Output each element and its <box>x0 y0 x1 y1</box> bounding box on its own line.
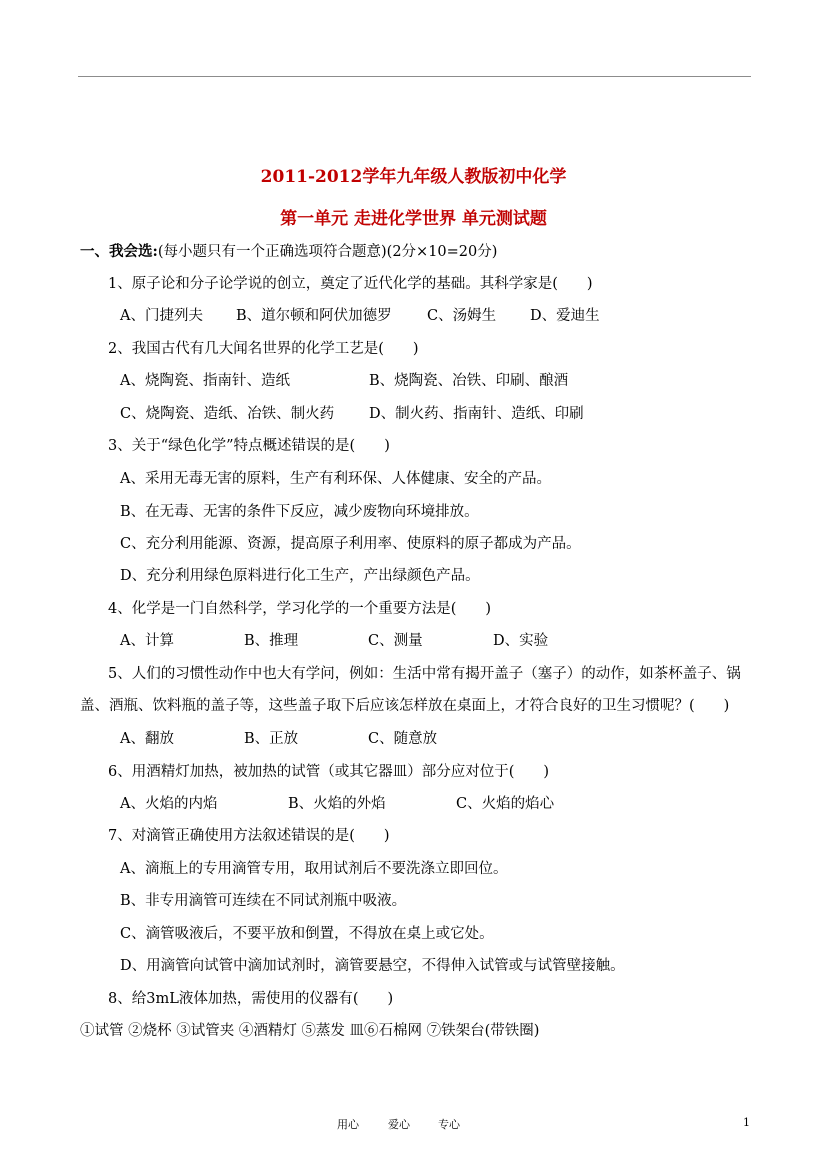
q1-option-a: A、门捷列夫 <box>120 308 203 324</box>
q3-option-c: C、充分利用能源、资源，提高原子利用率、使原料的原子都成为产品。 <box>120 536 581 552</box>
question-3-stem: 3、关于“绿色化学”特点概述错误的是( ) <box>108 438 390 454</box>
q6-option-a: A、火焰的内焰 <box>120 796 218 812</box>
q7-option-d: D、用滴管向试管中滴加试剂时，滴管要悬空，不得伸入试管或与试管壁接触。 <box>120 958 625 974</box>
document-subtitle: 第一单元 走进化学世界 单元测试题 <box>280 209 547 229</box>
header-rule <box>78 76 751 77</box>
q6-option-c: C、火焰的焰心 <box>456 796 555 812</box>
q4-option-d: D、实验 <box>493 633 549 649</box>
q4-option-b: B、推理 <box>244 633 299 649</box>
q4-option-a: A、计算 <box>120 633 174 649</box>
section-title: 一、我会选: <box>80 243 158 260</box>
page-number: 1 <box>743 1116 750 1129</box>
q7-option-a: A、滴瓶上的专用滴管专用，取用试剂后不要洗涤立即回位。 <box>120 861 508 877</box>
q7-option-c: C、滴管吸液后，不要平放和倒置，不得放在桌上或它处。 <box>120 926 494 942</box>
q2-option-a: A、烧陶瓷、指南针、造纸 <box>120 373 290 389</box>
q2-option-d: D、制火药、指南针、造纸、印刷 <box>369 406 584 422</box>
q2-option-b: B、烧陶瓷、冶铁、印刷、酿酒 <box>369 373 569 389</box>
q5-option-c: C、随意放 <box>368 731 438 747</box>
question-5-stem: 5、人们的习惯性动作中也大有学问，例如：生活中常有揭开盖子（塞子）的动作，如茶杯盖子、锅 <box>108 666 741 682</box>
question-8-stem: 8、给3mL液体加热，需使用的仪器有( ) <box>108 991 394 1007</box>
question-7-stem: 7、对滴管正确使用方法叙述错误的是( ) <box>108 828 390 844</box>
q1-option-d: D、爱迪生 <box>530 308 600 324</box>
question-1-stem: 1、原子论和分子论学说的创立，奠定了近代化学的基础。其科学家是( ) <box>108 276 593 292</box>
footer-motto-3: 专心 <box>438 1118 460 1131</box>
q3-option-a: A、采用无毒无害的原料，生产有利环保、人体健康、安全的产品。 <box>120 471 551 487</box>
q3-option-d: D、充分利用绿色原料进行化工生产，产出绿颜色产品。 <box>120 568 480 584</box>
q5-option-a: A、翻放 <box>120 731 174 747</box>
footer-motto-2: 爱心 <box>388 1118 410 1131</box>
q4-option-c: C、测量 <box>368 633 423 649</box>
question-5-stem-cont: 盖、酒瓶、饮料瓶的盖子等，这些盖子取下后应该怎样放在桌面上，才符合良好的卫生习惯呢？( ) <box>80 698 730 714</box>
document-title: 2011-2012学年九年级人教版初中化学 <box>260 167 567 187</box>
q5-option-b: B、正放 <box>244 731 299 747</box>
question-6-stem: 6、用酒精灯加热，被加热的试管（或其它器皿）部分应对位于( ) <box>108 764 550 780</box>
footer-motto-1: 用心 <box>337 1118 359 1131</box>
question-4-stem: 4、化学是一门自然科学，学习化学的一个重要方法是( ) <box>108 601 492 617</box>
q1-option-c: C、汤姆生 <box>427 308 497 324</box>
q3-option-b: B、在无毒、无害的条件下反应，减少废物向环境排放。 <box>120 504 479 520</box>
q2-option-c: C、烧陶瓷、造纸、冶铁、制火药 <box>120 406 335 422</box>
q7-option-b: B、非专用滴管可连续在不同试剂瓶中吸液。 <box>120 893 407 909</box>
q1-option-b: B、道尔顿和阿伏加德罗 <box>236 308 392 324</box>
q6-option-b: B、火焰的外焰 <box>288 796 386 812</box>
question-2-stem: 2、我国古代有几大闻名世界的化学工艺是( ) <box>108 341 419 357</box>
q8-instrument-list: ①试管 ②烧杯 ③试管夹 ④酒精灯 ⑤蒸发 皿⑥石棉网 ⑦铁架台(带铁圈) <box>80 1023 540 1039</box>
section-heading <box>80 242 497 262</box>
section-note: (每小题只有一个正确选项符合题意)(2分×10=20分) <box>157 244 498 260</box>
